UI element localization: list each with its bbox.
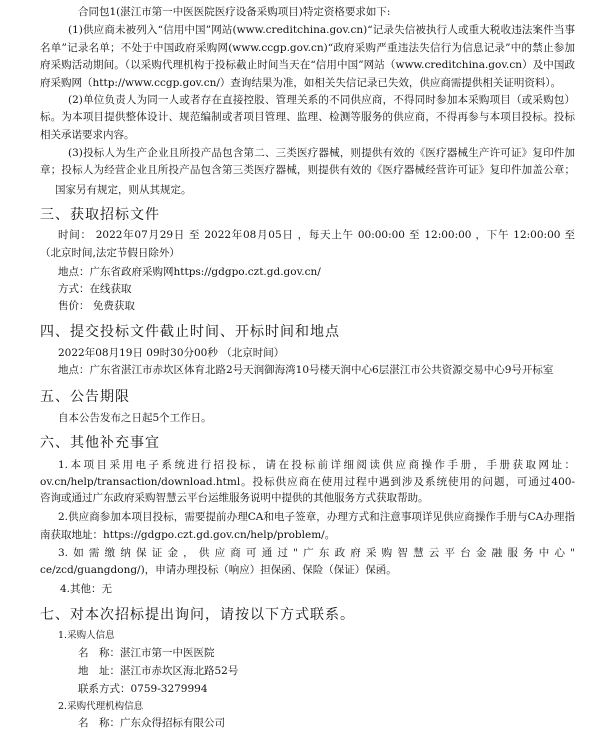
qualification-intro: 合同包1(湛江市第一中医医院医疗设备采购项目)特定资格要求如下: bbox=[78, 6, 391, 18]
agency-name: 名 称：广东众得招标有限公司 bbox=[78, 717, 225, 729]
qualification-item1-line: 府采购网（http://www.ccgp.gov.cn/）查询结果为准，如相关失信记录已失效，供应商需提供相关证明资料）。 bbox=[40, 77, 562, 89]
section-heading: 五、公告期限 bbox=[40, 389, 130, 405]
obtain-time-note: （北京时间,法定节假日除外） bbox=[40, 247, 180, 259]
qualification-item1-line: 名单”记录名单；不处于中国政府采购网(www.ccgp.gov.cn)“政府采购严重违法失信行为信息记录”中的禁止参加 bbox=[40, 42, 575, 54]
qualification-item2-line: 标。为本项目提供整体设计、规范编制或者项目管理、监理、检测等服务的供应商，不得再参与本项目投标。投标 bbox=[40, 111, 575, 123]
supplement-item2-line: 南获取地址：https://gdgpo.czt.gd.gov.cn/help/problem/。 bbox=[40, 529, 336, 541]
section-heading: 三、获取招标文件 bbox=[40, 207, 160, 223]
section-heading: 六、其他补充事宜 bbox=[40, 435, 160, 451]
qualification-item3-line: 章；投标人为经营企业且所投产品包含第三类医疗器械，则提供有效的《医疗器械经营许可证》复印件加盖公章； bbox=[40, 164, 575, 176]
qualification-item2-line: (2)单位负责人为同一人或者存在直接控股、管理关系的不同供应商，不得同时参加本采购项目（或采购包） bbox=[68, 94, 575, 106]
notice-period: 自本公告发布之日起5个工作日。 bbox=[58, 412, 212, 424]
qualification-item3-line: 国家另有规定，则从其规定。 bbox=[55, 184, 192, 196]
supplement-item1-line: 1.本项目采用电子系统进行招投标，请在投标前详细阅读供应商操作手册，手册获取网址： bbox=[58, 459, 575, 471]
obtain-price: 售价： 免费获取 bbox=[58, 300, 135, 312]
section-heading: 七、对本次招标提出询问，请按以下方式联系。 bbox=[40, 607, 355, 623]
obtain-method: 方式：在线获取 bbox=[58, 283, 132, 295]
supplement-item4: 4.其他：无 bbox=[60, 583, 113, 595]
qualification-item1-line: 府采购活动期间。（以采购代理机构于投标截止时间当天在“信用中国”网站（www.creditchina.gov.cn）及中国政 bbox=[40, 59, 575, 71]
qualification-item3-line: (3)投标人为生产企业且所投产品包含第二、三类医疗器械，则提供有效的《医疗器械生产许可证》复印件加 bbox=[68, 147, 575, 159]
agency-info-title: 2.采购代理机构信息 bbox=[58, 701, 144, 712]
qualification-item1-line: (1)供应商未被列入“信用中国”网站(www.creditchina.gov.cn)“记录失信被执行人或重大税收违法案件当事 bbox=[68, 24, 575, 36]
obtain-place: 地点：广东省政府采购网https://gdgpo.czt.gd.gov.cn/ bbox=[58, 266, 321, 278]
section-heading: 四、提交投标文件截止时间、开标时间和地点 bbox=[40, 324, 340, 340]
deadline-time: 2022年08月19日 09时30分00秒 （北京时间） bbox=[58, 347, 285, 359]
opening-place: 地点：广东省湛江市赤坎区体育北路2号天润御海湾10号楼天润中心6层湛江市公共资源交易中心9号开标室 bbox=[58, 364, 554, 376]
purchaser-info-title: 1.采购人信息 bbox=[58, 630, 115, 641]
purchaser-contact: 联系方式：0759-3279994 bbox=[78, 683, 208, 695]
supplement-item3-line: 3.如需缴纳保证金，供应商可通过"广东政府采购智慧云平台金融服务中心" bbox=[58, 547, 575, 559]
supplement-item2-line: 2.供应商参加本项目投标，需要提前办理CA和电子签章，办理方式和注意事项详见供应商操作手册与CA办理指 bbox=[58, 511, 575, 523]
purchaser-name: 名 称：湛江市第一中医医院 bbox=[78, 647, 215, 659]
purchaser-address: 地 址：湛江市赤坎区海北路52号 bbox=[78, 665, 239, 677]
supplement-item1-line: ov.cn/help/transaction/download.html。投标供应商在使用过程中遇到涉及系统使用的问题，可通过400- bbox=[40, 476, 575, 488]
supplement-item1-line: 咨询或通过广东政府采购智慧云平台运维服务说明中提供的其他服务方式获取帮助。 bbox=[40, 492, 429, 504]
qualification-item2-line: 相关承诺要求内容。 bbox=[40, 129, 135, 141]
supplement-item3-line: ce/zcd/guangdong/)，申请办理投标（响应）担保函、保险（保证）保函。 bbox=[40, 564, 397, 576]
obtain-time: 时间： 2022年07月29日 至 2022年08月05日 ，每天上午 00:00:00 至 12:00:00 ，下午 12:00:00 至 bbox=[58, 229, 575, 241]
